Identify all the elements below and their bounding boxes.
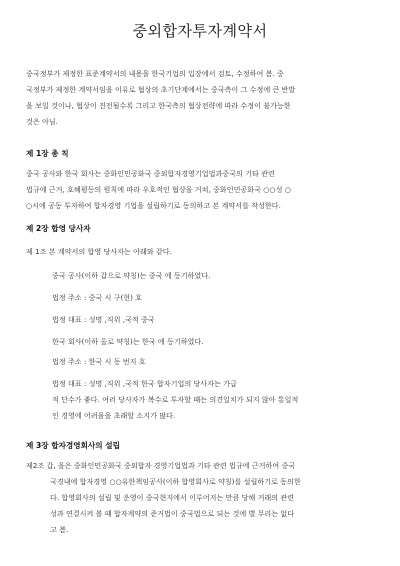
section2-line: 적 단수가 좋다. 여러 당사자가 복수로 투자할 때는 의견일치가 되지 않아 통일적 [52, 395, 299, 404]
intro-line: 국정부가 제정한 계약서임을 이유로 협상의 초기단계에서는 중국측이 그 수정에 큰 반발 [26, 85, 296, 94]
article1-line: 제 1조 본 계약서의 합영 당사자는 아래와 같다. [26, 247, 172, 256]
section2-line: 법정 주소 : 중국 시 구(현) 호 [52, 293, 142, 302]
intro-line: 을 보일 것이나, 협상이 진전될수록 그리고 한국측의 협상전략에 따라 수정이 불가능한 [26, 101, 291, 110]
section1-heading: 제 1장 총 칙 [26, 149, 69, 158]
section3-line: 제2조 갑, 을은 중화인민공화국 중외합자 경영기업법과 기타 관련 법규에 근거하여 중국 [26, 461, 296, 470]
section2-line: 인 경영에 어려움을 초래할 소지가 많다. [52, 411, 176, 420]
intro-line: 것은 아님. [26, 117, 58, 126]
section2-line: 한국 회사(이하 올로 약칭)는 한국 에 등기하였다. [52, 337, 204, 346]
section2-line: 법정 대표 : 성명 ,직위 ,국적 한국 합자기업의 당사자는 가급 [52, 379, 237, 388]
section2-note [52, 376, 298, 424]
section3-heading: 제 3장 합자경영회사의 설립 [26, 441, 120, 450]
section3-line: 국경내에 합자경영 ○○유한책임공사(이하 합영회사로 약칭)를 설립하기로 동의한 [50, 477, 301, 486]
section2-heading: 제 2장 합영 당사자 [26, 224, 91, 233]
document-title: 중외합자투자계약서 [132, 22, 268, 40]
section2-line: 법정 대표 : 성명 ,직위 ,국적 중국 [52, 315, 155, 324]
section1-body [26, 166, 291, 214]
section1-line: 법규에 근거, 호혜평등의 원칙에 따라 우호적인 협상을 거쳐, 중화인민공화국 ○○성 ○ [26, 185, 291, 194]
section2-line: 법정 주소 : 한국 시 동 번지 호 [52, 357, 146, 366]
section3-line: 다. 합영회사의 설립 및 운영이 중국현지에서 이루어지는 만큼 당해 거래의 관련 [50, 493, 295, 502]
intro-line: 중국정부가 제정한 표준계약서의 내용을 한국기업의 입장에서 검토, 수정하여 봄. 중 [26, 69, 284, 78]
section1-line: 중국 공사와 한국 회사는 중화인민공화국 중외합자경영기업법과중국의 기타 관련 [26, 169, 275, 178]
section2-line: 중국 공사(이하 갑으로 약칭)는 중국 에 등기하였다. [52, 271, 211, 280]
section3-body [26, 458, 301, 538]
section3-line: 고 봄. [50, 525, 69, 534]
section3-line: 성과 연결시켜 볼 때 합자계약의 준거법이 중국법으로 되는 것에 별 무리는 없다 [50, 509, 295, 518]
section1-line: ○시에 공동 투자하여 합자경영 기업을 설립하기로 동의하고 본 계약서를 작성한다. [26, 201, 281, 210]
intro-paragraph [26, 66, 295, 130]
